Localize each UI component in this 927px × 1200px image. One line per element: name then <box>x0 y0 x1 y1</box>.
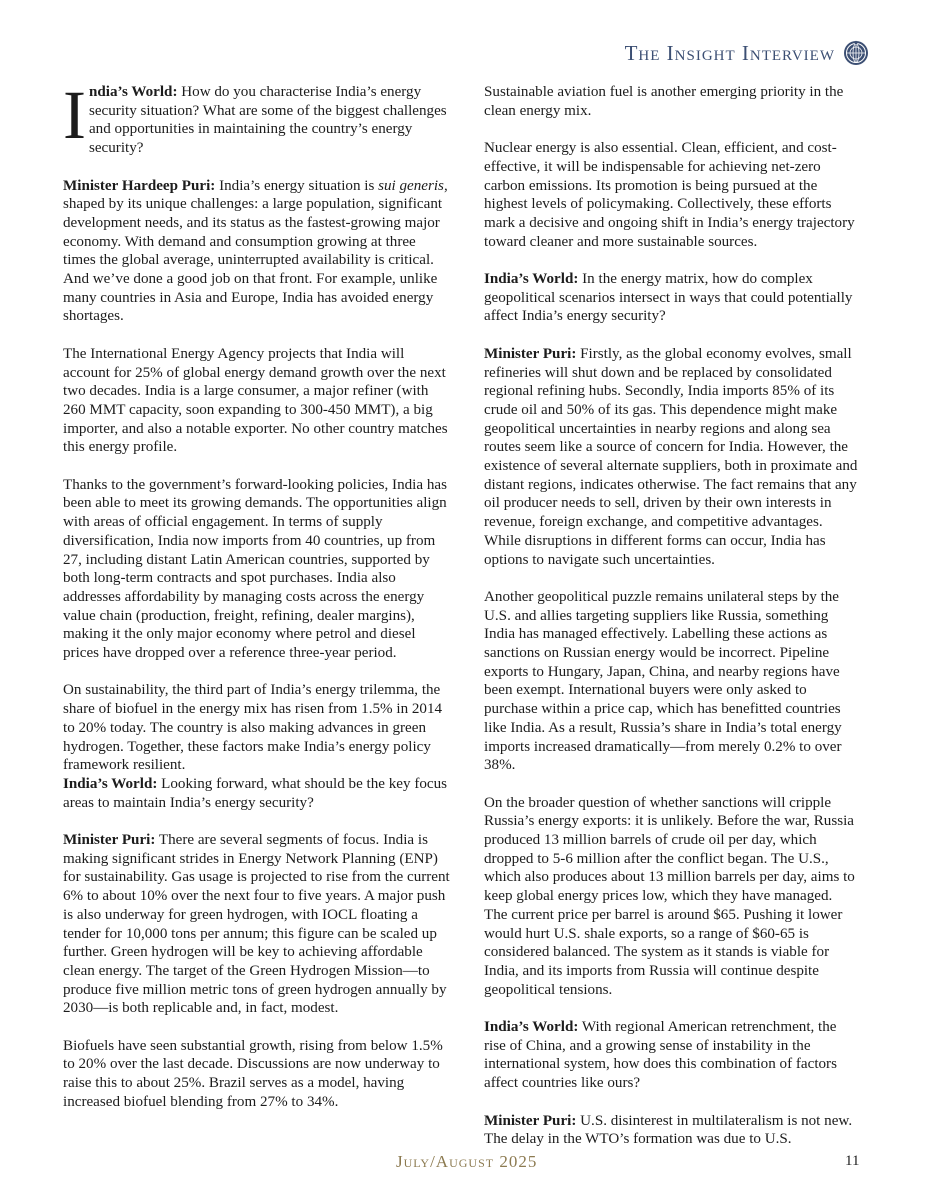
page-number: 11 <box>845 1153 860 1169</box>
issue-date: July/August 2025 <box>396 1152 538 1171</box>
running-header <box>625 38 869 68</box>
speaker-label: India’s World: <box>63 775 158 792</box>
speaker-label: India’s World: <box>484 271 579 287</box>
speaker-label: Minister Puri: <box>484 345 577 362</box>
left-column <box>63 77 451 1130</box>
globe-compass-emblem-icon <box>843 40 869 66</box>
body-paragraph: Thanks to the government’s forward-looking policies, India has been able to meet its growing demands. The opportunities align with areas of official engagement. In terms of supply diversification, India now imports from 40 countries, up from 27, including distant Latin American countries, supported by both long-term contracts and spot purchases. India also addresses affordability by managing costs across the energy value chain (production, freight, refining, dealer margins), making it the only major economy where petrol and diesel prices have dropped over a reference three-year period. <box>63 476 447 662</box>
answer-paragraph <box>484 1112 858 1149</box>
answer-text: , shaped by its unique challenges: a large population, significant development needs, and its status as the fastest-growing major economy. With demand and consumption growing at three times the global average, uninterrupted availability is critical. And we’ve done a good job on that front. For example, unlike many countries in Asia and Europe, India has avoided energy shortages. <box>63 177 448 325</box>
body-paragraph: Nuclear energy is also essential. Clean, efficient, and cost-effective, it will be indispensable for achieving net-zero carbon emissions. Its promotion is being pursued at the highest levels of policymaking. Collectively, these efforts mark a decisive and ongoing shift in India’s energy trajectory toward cleaner and more sustainable sources. <box>484 140 855 250</box>
body-paragraph: On sustainability, the third part of India’s energy trilemma, the share of biofuel in the energy mix has risen from 1.5% in 2014 to 20% today. The country is also making advances in green hydrogen. Together, these factors make India’s energy policy framework resilient. <box>63 682 443 774</box>
drop-cap: I <box>63 77 86 153</box>
body-paragraph: The International Energy Agency projects that India will account for 25% of global energy demand growth over the next two decades. India is a large consumer, a major refiner (with 260 MMT capacity, soon expanding to 300-450 MMT), a big importer, and also a notable exporter. No other country matches this energy profile. <box>63 345 448 456</box>
body-paragraph: Biofuels have seen substantial growth, rising from below 1.5% to 20% over the last decade. Discussions are now underway to raise this to about 25%. Brazil serves as a model, having increased biofuel blending from 27% to 34%. <box>63 1037 443 1110</box>
answer-paragraph <box>63 177 451 327</box>
speaker-label: Minister Hardeep Puri: <box>63 177 216 194</box>
section-title: The Insight Interview <box>624 40 835 65</box>
answer-text: Firstly, as the global economy evolves, small refineries will shut down and be replaced by consolidated regional refining hubs. Secondly, India imports 85% of its crude oil and 50% of its gas. This dependence might make geopolitical uncertainties in nearby regions and along sea routes seem like a source of concern for India. However, the existence of several alternate suppliers, both in proximate and distant regions, indicates otherwise. The fact remains that any oil producer needs to sell, driven by their own interests in revenue, foreign exchange, and competitive advantages. While disruptions in different forms can occur, India has options to navigate such uncertainties. <box>484 345 858 568</box>
speaker-label: India’s World: <box>484 1019 579 1036</box>
question-energy-security <box>63 77 451 158</box>
body-paragraph: Another geopolitical puzzle remains unilateral steps by the U.S. and allies targeting suppliers like Russia, something India has managed effectively. Labelling these actions as sanctions on Russian energy would be incorrect. Pipeline exports to Hungary, Japan, China, and nearby regions have been exempt. International buyers were only asked to purchase within a price cap, which has benefitted countries like India. As a result, Russia’s share in India’s total energy imports increased dramatically—from merely 0.2% to over 38%. <box>484 588 842 774</box>
right-column <box>484 83 858 1168</box>
answer-paragraph <box>484 345 858 569</box>
question-global-order <box>484 1018 858 1093</box>
answer-text: U.S. disinterest in multilateralism is not new. The delay in the WTO’s formation was due to U.S. <box>484 1112 853 1148</box>
speaker-label: ndia’s World: <box>88 84 178 100</box>
speaker-label: Minister Puri: <box>63 832 156 849</box>
body-paragraph: On the broader question of whether sanctions will cripple Russia’s energy exports: it is unlikely. Before the war, Russia produced 13 million barrels of crude oil per day, which dropped to 5-6 million after the conflict began. The U.S., which also produces about 13 million barrels per day, aims to keep global energy prices low, which they have managed. The current price per barrel is around $65. Pushing it lower would hurt U.S. shale exports, so a range of $60-65 is considered balanced. The system as it stands is viable for India, and its imports from Russia will continue despite geopolitical tensions. <box>484 794 855 998</box>
italic-term: sui generis <box>378 177 444 194</box>
answer-paragraph <box>63 831 451 1018</box>
question-text: Looking forward, what should be the key focus areas to maintain India’s energy security? <box>63 775 448 811</box>
answer-text: There are several segments of focus. India is making significant strides in Energy Network Planning (ENP) for sustainability. Gas usage is projected to rise from the current 6% to about 10% over the next four to five years. A major push is also underway for green hydrogen, with IOCL floating a tender for 10,000 tons per annum; this figure can be scaled up further. Green hydrogen will be key to achieving affordable clean energy. The target of the Green Hydrogen Mission—to produce five million metric tons of green hydrogen annually by 2030—is both replicable and, in fact, modest. <box>63 832 450 1017</box>
question-text: With regional American retrenchment, the rise of China, and a growing sense of instability in the international system, how does this combination of factors affect countries like ours? <box>484 1019 837 1092</box>
question-geopolitics <box>484 270 858 326</box>
question-focus-areas <box>63 775 451 812</box>
question-text: How do you characterise India’s energy security situation? What are some of the biggest challenges and opportunities in maintaining the country’s energy security? <box>88 84 447 157</box>
question-text: In the energy matrix, how do complex geopolitical scenarios intersect in ways that could potentially affect India’s energy security? <box>484 271 853 325</box>
answer-text: India’s energy situation is <box>215 177 379 194</box>
speaker-label: Minister Puri: <box>484 1112 577 1129</box>
body-paragraph: Sustainable aviation fuel is another emerging priority in the clean energy mix. <box>484 84 844 119</box>
